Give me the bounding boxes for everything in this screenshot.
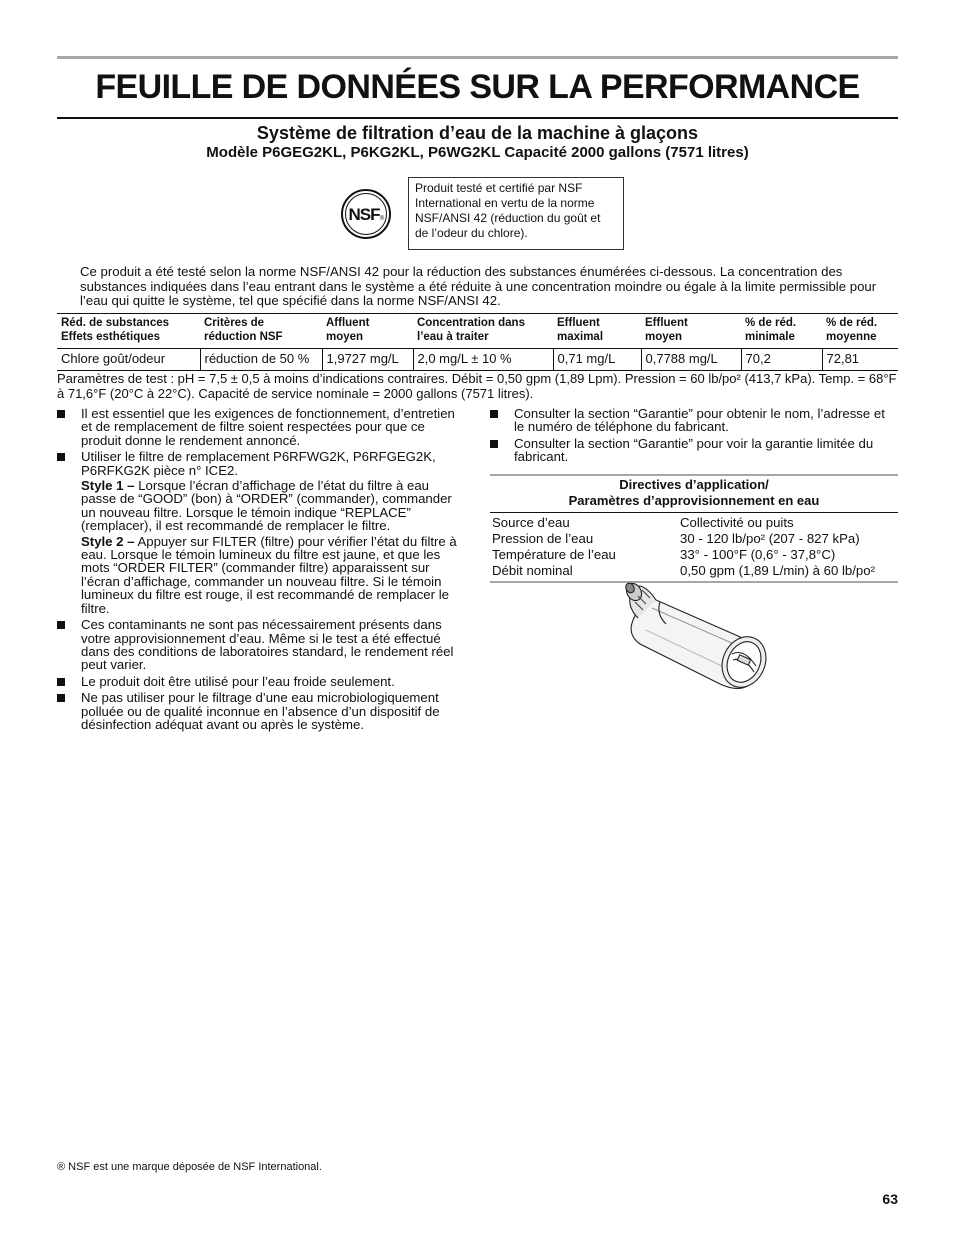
bullet-square-icon (57, 410, 65, 418)
right-column (490, 407, 898, 583)
col-header: % de réd. minimale (741, 314, 822, 349)
directive-row: Débit nominal 0,50 gpm (1,89 L/min) à 60 lb/po² (492, 562, 875, 578)
nsf-logo-icon (341, 189, 391, 239)
left-column (57, 407, 467, 734)
table-row (57, 349, 898, 371)
list-item: Consulter la section “Garantie” pour obtenir le nom, l’adresse et le numéro de téléphone du fabricant. (490, 407, 898, 434)
nsf-logo-text: NSF (348, 205, 380, 224)
top-rule (57, 56, 898, 59)
table-cell: 0,7788 mg/L (641, 349, 741, 371)
title-rule (57, 117, 898, 119)
page-number: 63 (882, 1191, 898, 1207)
svg-text:®: ® (379, 216, 385, 222)
bullet-square-icon (57, 453, 65, 461)
list-item: Consulter la section “Garantie” pour voir la garantie limitée du fabricant. (490, 437, 898, 464)
col-header: Effluent maximal (553, 314, 641, 349)
list-item: Ne pas utiliser pour le filtrage d’une eau microbiologiquement polluée ou de qualité inconnue en l’absence d’un dispositif de désinfection adéquat avant ou après le système. (57, 691, 467, 731)
model-line: Modèle P6GEG2KL, P6KG2KL, P6WG2KL Capacité 2000 gallons (7571 litres) (206, 144, 749, 161)
bullet-square-icon (490, 410, 498, 418)
directives-header: Directives d’application/ Paramètres d’approvisionnement en eau (490, 476, 898, 513)
table-cell: Chlore goût/odeur (57, 349, 200, 371)
table-cell: réduction de 50 % (200, 349, 322, 371)
directive-row: Source d’eau Collectivité ou puits (492, 514, 794, 530)
intro-paragraph: Ce produit a été testé selon la norme NSF/ANSI 42 pour la réduction des substances énumérées ci-dessous. La concentration des substances indiquées dans l’eau entrant dans le système a été réduite à une concentration moindre ou égale à la limite permissible pour l’eau qui quitte le système, tel que spécifié dans la norme NSF/ANSI 42. (80, 264, 877, 308)
col-header: Réd. de substances Effets esthétiques (57, 314, 200, 349)
col-header: Critères de réduction NSF (200, 314, 322, 349)
col-header: Effluent moyen (641, 314, 741, 349)
bullet-square-icon (57, 621, 65, 629)
list-item: Il est essentiel que les exigences de fonctionnement, d’entretien et de remplacement de filtre soient respectées pour que ce produit donne le rendement annoncé. (57, 407, 467, 447)
table-cell: 2,0 mg/L ± 10 % (413, 349, 553, 371)
style-1-paragraph: Style 1 – Lorsque l’écran d’affichage de l’état du filtre à eau passe de “GOOD” (bon) à “ORDER” (commander), commander un nouveau filtre. Lorsque le témoin indique “REPLACE” (remplacer), il est recommandé de remplacer le filtre. (81, 478, 452, 534)
performance-table (57, 313, 898, 371)
water-filter-cartridge-image (616, 578, 784, 693)
list-item: Le produit doit être utilisé pour l’eau froide seulement. (57, 675, 467, 688)
col-header: Concentration dans l’eau à traiter (413, 314, 553, 349)
table-header-row (57, 314, 898, 349)
trademark-footnote: ® NSF est une marque déposée de NSF International. (57, 1161, 322, 1173)
bullet-square-icon (57, 694, 65, 702)
table-cell: 0,71 mg/L (553, 349, 641, 371)
directive-row: Température de l’eau 33° - 100°F (0,6° - 37,8°C) (492, 546, 836, 562)
style-2-paragraph: Style 2 – Appuyer sur FILTER (filtre) pour vérifier l’état du filtre à eau. Lorsque le témoin lumineux du filtre est jaune, et que les mots “ORDER FILTER” (commander filtre) apparaissent sur l’écran d’affichage, commander un nouveau filtre. Si le témoin lumineux du filtre est rouge, il est recommandé de remplacer le filtre. (81, 533, 457, 616)
table-cell: 70,2 (741, 349, 822, 371)
list-item: Ces contaminants ne sont pas nécessairement présents dans votre approvisionnement d’eau. Même si le test a été effectué dans des conditions de laboratoires standard, le rendement réel peut varier. (57, 618, 467, 672)
col-header: Affluent moyen (322, 314, 413, 349)
list-item: Utiliser le filtre de remplacement P6RFWG2K, P6RFGEG2K, P6RFKG2K pièce n° ICE2. Style 1 – Lorsque l’écran d’affichage de l’état du filtre à eau passe de “GOOD” (bon) à “ORDER” (commander), commander un nouveau filtre. Lorsque le témoin indique “REPLACE” (remplacer), il est recommandé de remplacer le filtre. Style 2 – Appuyer sur FILTER (filtre) pour vérifier l’état du filtre à eau. Lorsque le témoin lumineux du filtre est jaune, et que les mots “ORDER FILTER” (commander filtre) apparaissent sur l’écran d’affichage, commander un nouveau filtre. Si le témoin lumineux du filtre est rouge, il est recommandé de remplacer le filtre. (57, 450, 467, 615)
system-subtitle: Système de filtration d’eau de la machine à glaçons (256, 123, 699, 143)
bullet-square-icon (490, 440, 498, 448)
directives-table (490, 474, 898, 583)
col-header: % de réd. moyenne (822, 314, 898, 349)
table-cell: 1,9727 mg/L (322, 349, 413, 371)
table-cell: 72,81 (822, 349, 898, 371)
certification-box: Produit testé et certifié par NSF International en vertu de la norme NSF/ANSI 42 (réduction du goût et de l’odeur du chlore). (408, 177, 624, 250)
bullet-square-icon (57, 678, 65, 686)
directive-row: Pression de l’eau 30 - 120 lb/po² (207 - 827 kPa) (492, 530, 860, 546)
page-title: FEUILLE DE DONNÉES SUR LA PERFORMANCE (95, 68, 860, 106)
test-parameters: Paramètres de test : pH = 7,5 ± 0,5 à moins d’indications contraires. Débit = 0,50 gpm (1,89 Lpm). Pression = 60 lb/po² (413,7 kPa). Temp. = 68°F à 71,6°F (20°C à 22°C). Capacité de service nominale = 2000 gallons (7571 litres). (57, 371, 897, 401)
